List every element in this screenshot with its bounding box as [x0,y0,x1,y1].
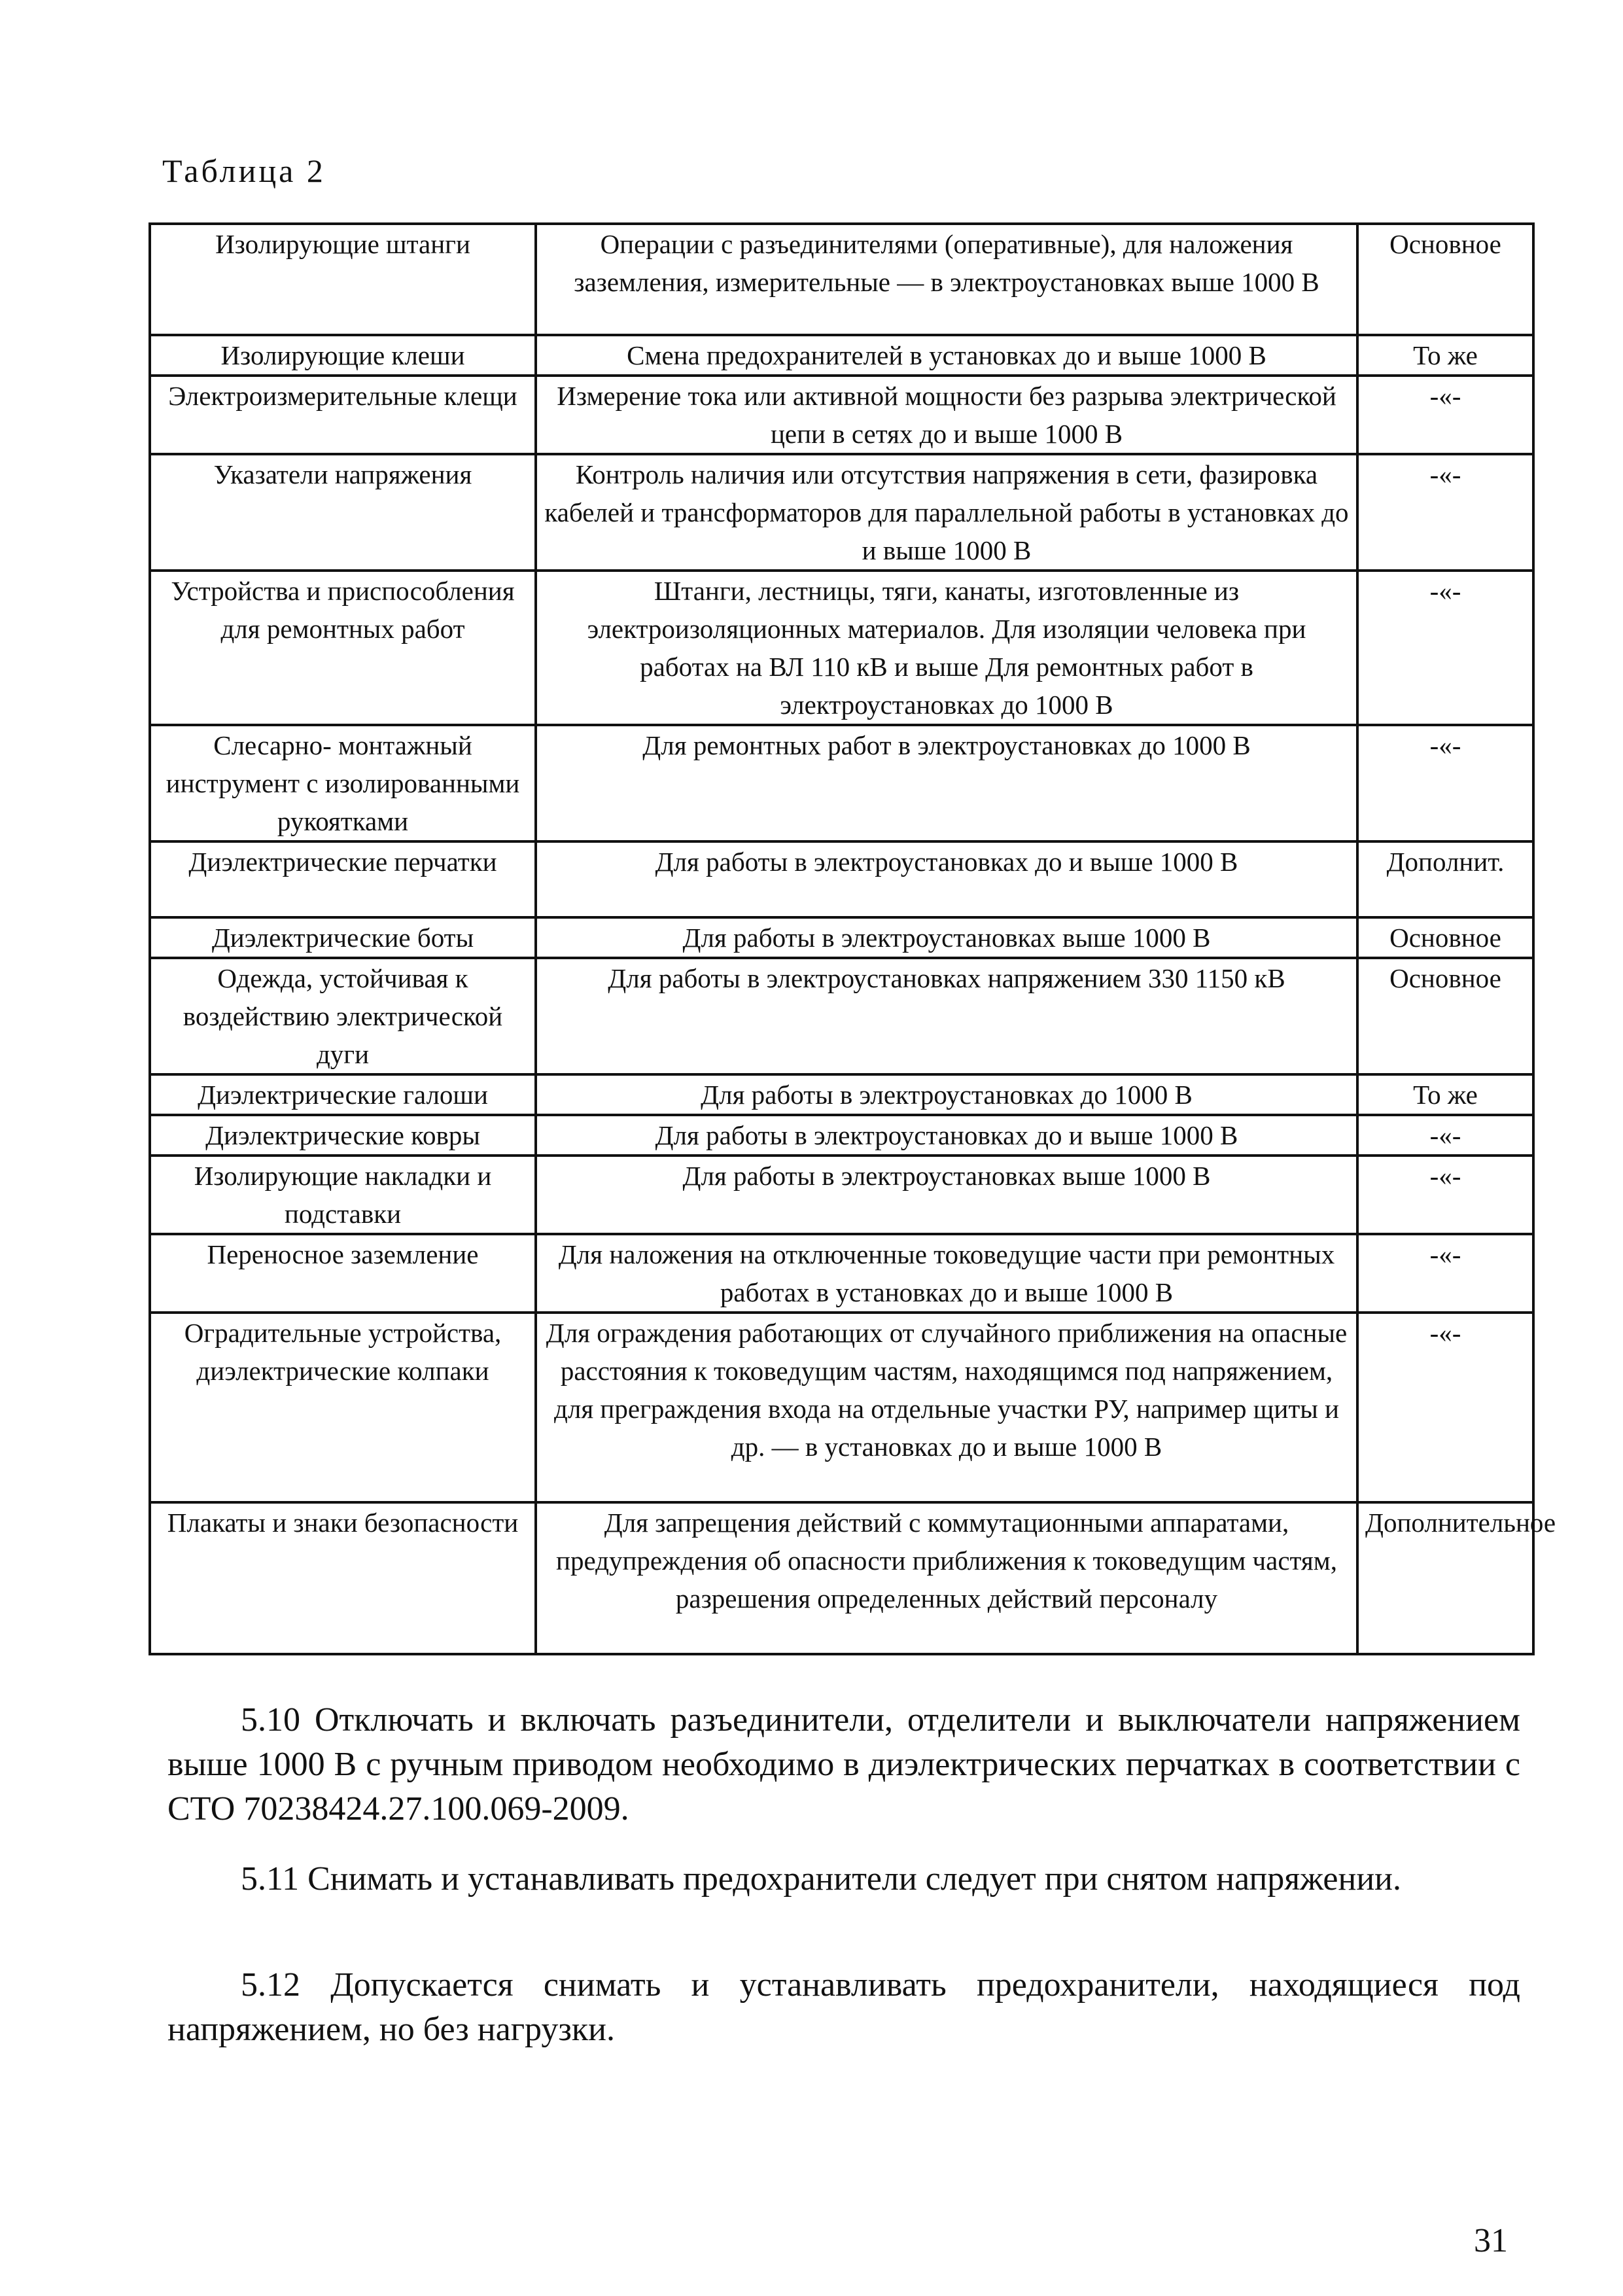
equipment-name-cell: Слесарно- монтажный инструмент с изолированными рукоятками [150,725,536,841]
purpose-cell: Для ремонтных работ в электроустановках до 1000 В [536,725,1357,841]
equipment-type-cell: -«- [1357,454,1533,571]
paragraph-5-10: 5.10 Отключать и включать разъединители, отделители и выключатели напряжением выше 1000 В с ручным приводом необходимо в диэлектрических перчатках в соответствии с СТО 70238424.27.100.069-2009. [167,1701,1520,1828]
purpose-cell: Для работы в электроустановках выше 1000 В [536,917,1357,958]
equipment-type-cell: -«- [1357,1156,1533,1234]
equipment-type-cell: То же [1357,335,1533,376]
table-row [150,958,1533,1074]
paragraph-5-11: 5.11 Снимать и устанавливать предохранители следует при снятом напряжении. [241,1860,1401,1898]
purpose-cell: Операции с разъединителями (оперативные), для наложения заземления, измерительные — в электроустановках выше 1000 В [536,224,1357,335]
purpose-cell: Для работы в электроустановках до и выше 1000 В [536,841,1357,917]
purpose-cell: Контроль наличия или отсутствия напряжения в сети, фазировка кабелей и трансформаторов для параллельной работы в установках до и выше 1000 В [536,454,1357,571]
purpose-cell: Измерение тока или активной мощности без разрыва электрической цепи в сетях до и выше 1000 В [536,376,1357,454]
equipment-type-cell: -«- [1357,1115,1533,1156]
equipment-type-cell: -«- [1357,1313,1533,1502]
equipment-type-cell: Основное [1357,224,1533,335]
equipment-name-cell: Указатели напряжения [150,454,536,571]
purpose-cell: Для запрещения действий с коммутационными аппаратами, предупреждения об опасности приближения к токоведущим частям, разрешения определенных действий персоналу [536,1502,1357,1654]
purpose-cell: Для работы в электроустановках до и выше 1000 В [536,1115,1357,1156]
equipment-type-cell: То же [1357,1074,1533,1115]
equipment-type-cell: Основное [1357,958,1533,1074]
purpose-cell: Для работы в электроустановках выше 1000 В [536,1156,1357,1234]
equipment-name-cell: Изолирующие клеши [150,335,536,376]
equipment-type-cell: -«- [1357,725,1533,841]
table-caption: Таблица 2 [162,152,326,189]
equipment-name-cell: Устройства и приспособления для ремонтных работ [150,571,536,725]
equipment-name-cell: Электроизмерительные клещи [150,376,536,454]
table-row [150,1313,1533,1502]
table-row [150,224,1533,335]
table-row [150,1156,1533,1234]
purpose-cell: Для ограждения работающих от случайного приближения на опасные расстояния к токоведущим частям, находящимся под напряжением, для преграждения входа на отдельные участки РУ, например щиты и др. — в установках до и выше 1000 В [536,1313,1357,1502]
table-row [150,841,1533,917]
equipment-name-cell: Диэлектрические ковры [150,1115,536,1156]
equipment-name-cell: Плакаты и знаки безопасности [150,1502,536,1654]
table-row [150,1074,1533,1115]
table-row [150,454,1533,571]
page-number: 31 [1474,2222,1508,2259]
equipment-type-cell: -«- [1357,376,1533,454]
table-row [150,335,1533,376]
protective-equipment-table [148,222,1556,1655]
equipment-name-cell: Одежда, устойчивая к воздействию электрической дуги [150,958,536,1074]
paragraph-5-12: 5.12 Допускается снимать и устанавливать предохранители, находящиеся под напряжением, но без нагрузки. [167,1966,1520,2048]
equipment-type-cell: Дополнительное [1357,1502,1533,1654]
equipment-type-cell: -«- [1357,571,1533,725]
table-row [150,1234,1533,1313]
table-body [150,224,1556,1654]
equipment-name-cell: Диэлектрические галоши [150,1074,536,1115]
purpose-cell: Для наложения на отключенные токоведущие части при ремонтных работах в установках до и выше 1000 В [536,1234,1357,1313]
table-row [150,376,1533,454]
equipment-name-cell: Оградительные устройства, диэлектрические колпаки [150,1313,536,1502]
equipment-name-cell: Переносное заземление [150,1234,536,1313]
table-row [150,1115,1533,1156]
purpose-cell: Смена предохранителей в установках до и выше 1000 В [536,335,1357,376]
equipment-name-cell: Диэлектрические перчатки [150,841,536,917]
purpose-cell: Для работы в электроустановках до 1000 В [536,1074,1357,1115]
equipment-type-cell: Дополнит. [1357,841,1533,917]
equipment-name-cell: Изолирующие штанги [150,224,536,335]
table-row [150,725,1533,841]
purpose-cell: Штанги, лестницы, тяги, канаты, изготовленные из электроизоляционных материалов. Для изоляции человека при работах на ВЛ 110 кВ и выше Для ремонтных работ в электроустановках до 1000 В [536,571,1357,725]
equipment-name-cell: Изолирующие накладки и подставки [150,1156,536,1234]
equipment-type-cell: -«- [1357,1234,1533,1313]
table-row [150,1502,1533,1654]
table-row [150,917,1533,958]
purpose-cell: Для работы в электроустановках напряжением 330 1150 кВ [536,958,1357,1074]
table-row [150,571,1533,725]
equipment-type-cell: Основное [1357,917,1533,958]
equipment-name-cell: Диэлектрические боты [150,917,536,958]
